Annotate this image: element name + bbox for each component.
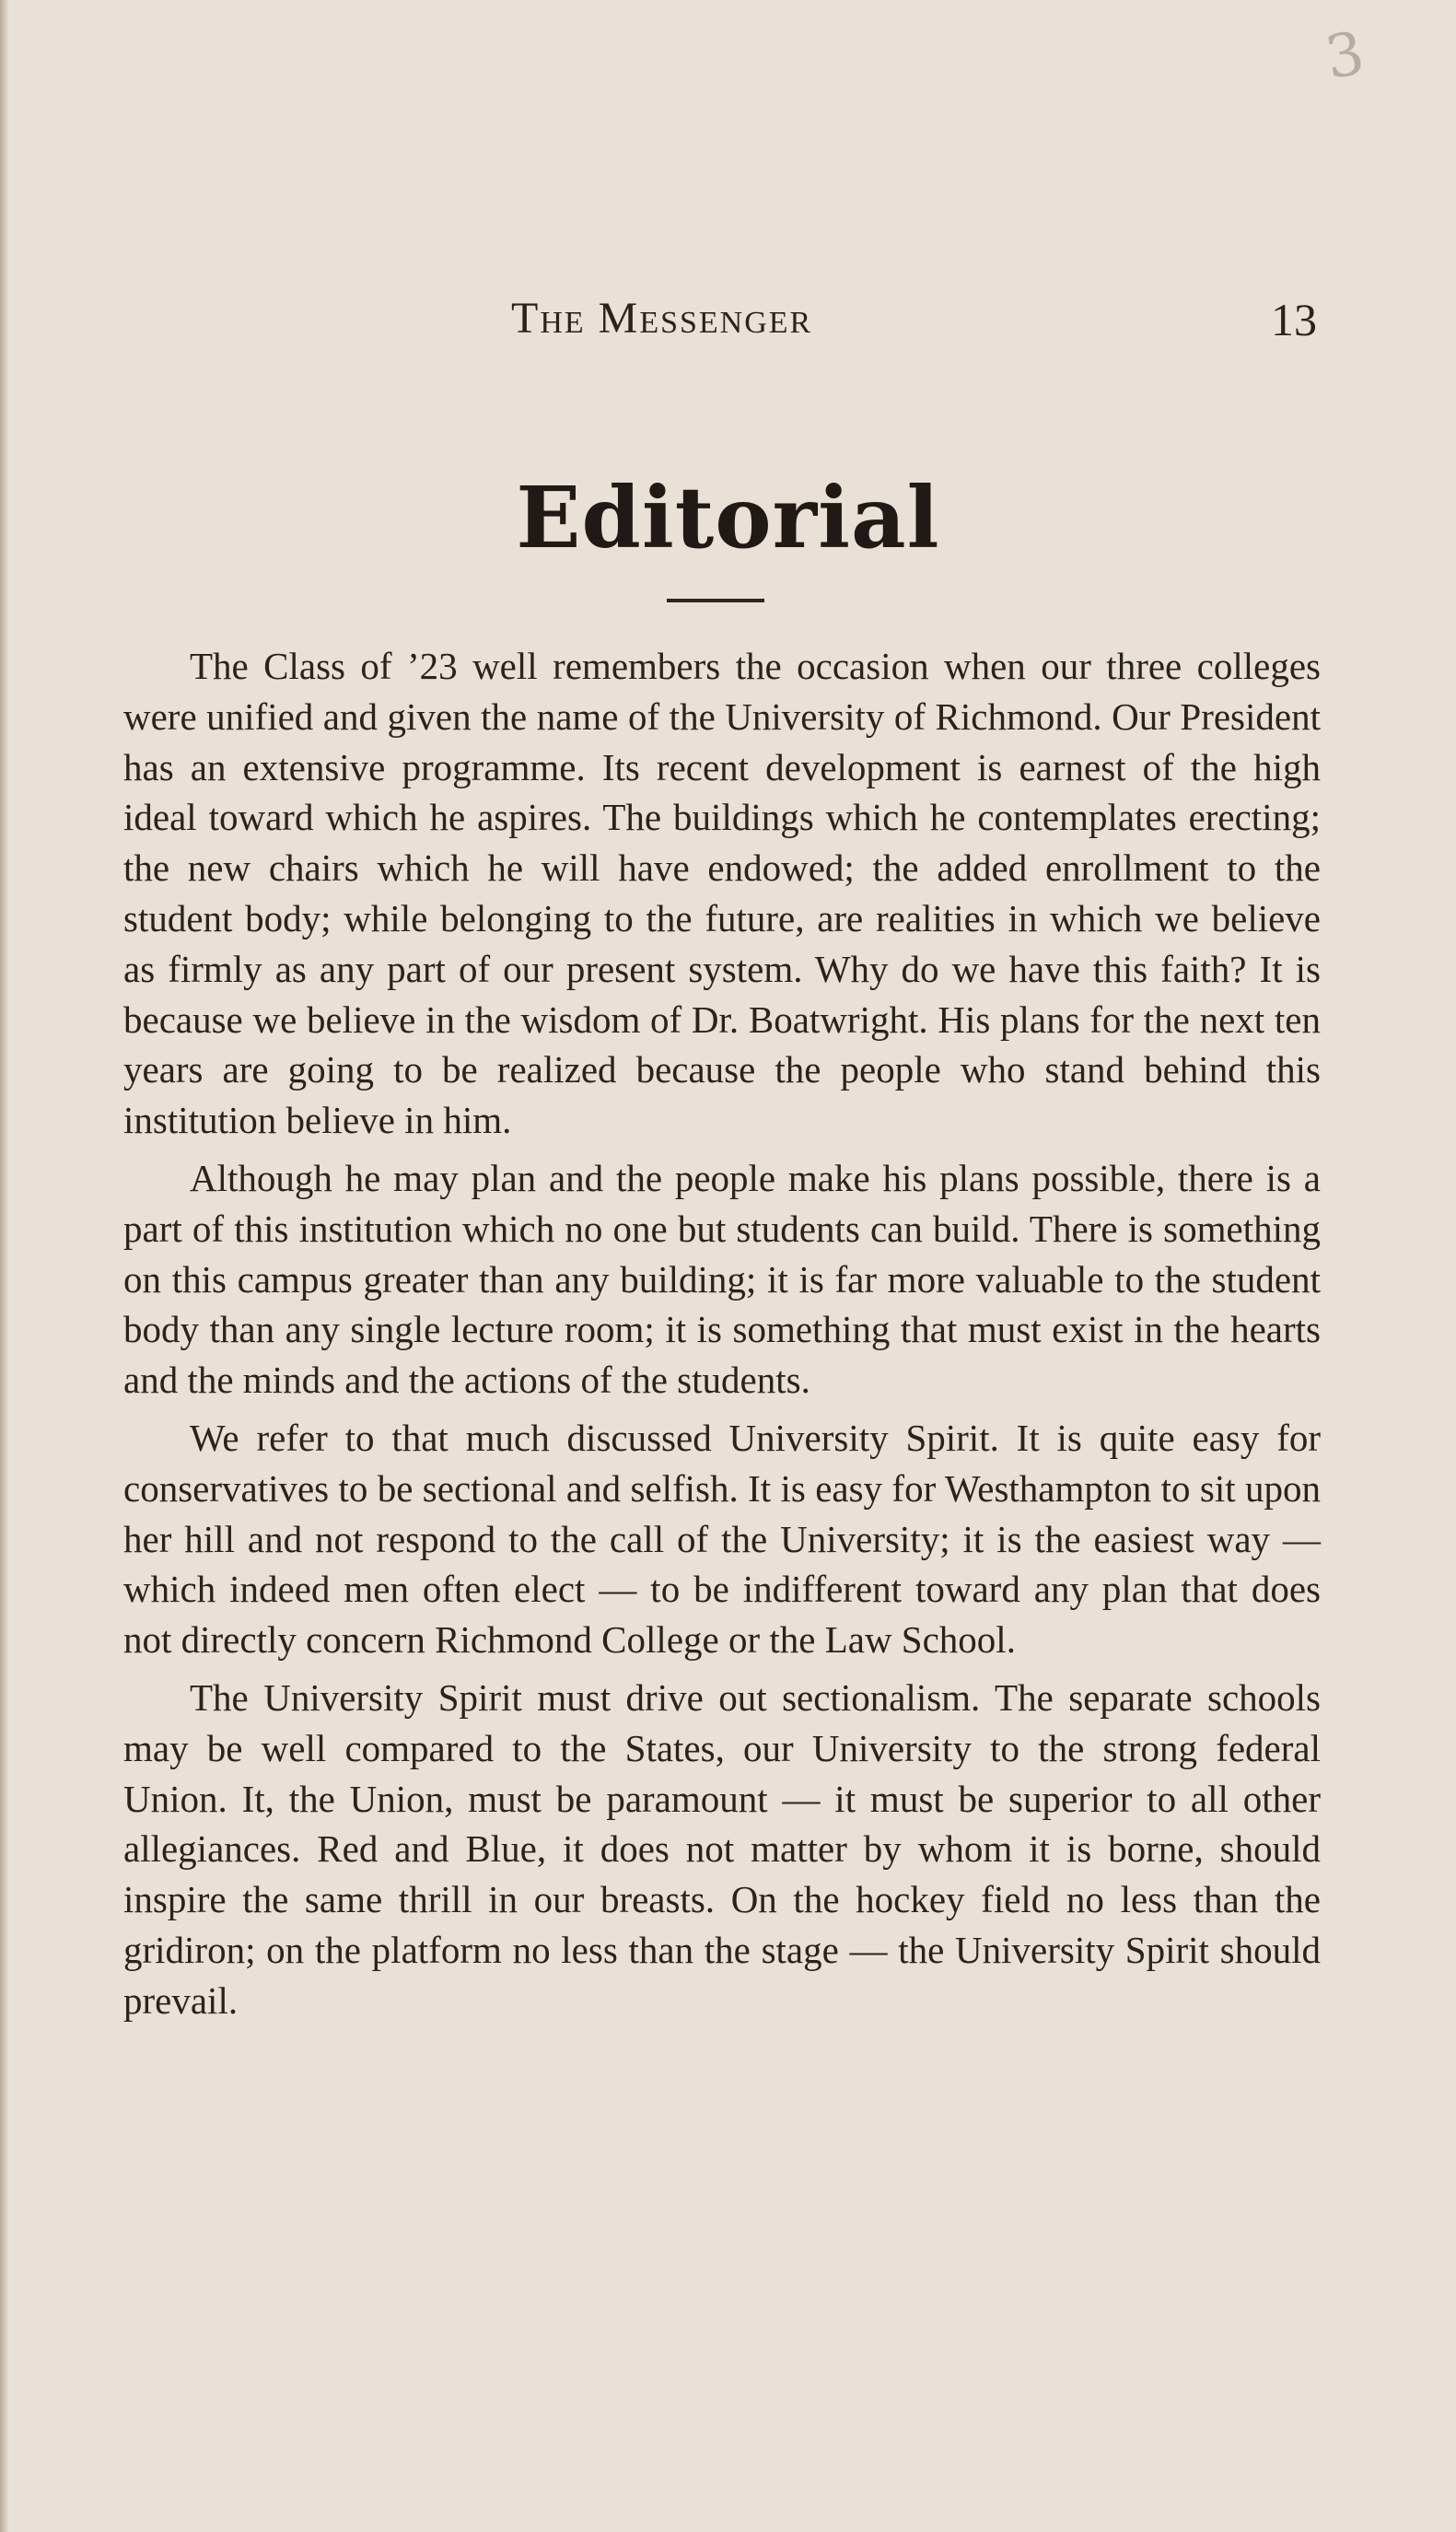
paragraph-1: The Class of ’23 well remembers the occasion when our three colleges were unified and given the name of the University of Richmond. Our President has an extensive programme. Its recent development is earnest of the high ideal toward which he aspires. The buildings which he contemplates erecting; the new chairs which he will have endowed; the added enrollment to the student body; while belonging to the future, are realities in which we believe as firmly as any part of our present system. Why do we have this faith? It is because we believe in the wisdom of Dr. Boatwright. His plans for the next ten years are going to be realized because the people who stand behind this institution believe in him.	[123, 645, 1321, 1142]
section-heading: Editorial	[516, 468, 940, 567]
paragraph-3: We refer to that much discussed University Spirit. It is quite easy for conservatives to be sectional and selfish. It is easy for Westhampton to sit upon her hill and not respond to the call of the University; it is the easiest way — which indeed men often elect — to be indifferent toward any plan that does not directly concern Richmond College or the Law School.	[123, 1416, 1321, 1662]
binding-edge	[0, 0, 9, 2532]
page-number: 13	[1271, 294, 1317, 345]
corner-pencil-mark: 3	[1320, 19, 1369, 93]
paragraph-4: The University Spirit must drive out sectionalism. The separate schools may be well compared to the States, our University to the strong federal Union. It, the Union, must be paramount — it must be superior to all other allegiances. Red and Blue, it does not matter by whom it is borne, should inspire the same thrill in our breasts. On the hockey field no less than the gridiron; on the platform no less than the stage — the University Spirit should prevail.	[123, 1675, 1321, 2022]
journal-title	[511, 293, 812, 344]
heading-rule	[667, 599, 764, 602]
article-body	[123, 641, 1321, 2034]
journal-title-text: The Messenger	[511, 294, 813, 343]
running-head	[120, 293, 1317, 367]
paragraph-2: Although he may plan and the people make his plans possible, there is a part of this institution which no one but students can build. There is something on this campus greater than any building; it is far more valuable to the student body than any single lecture room; it is something that must exist in the hearts and the minds and the actions of the students.	[123, 1156, 1321, 1402]
